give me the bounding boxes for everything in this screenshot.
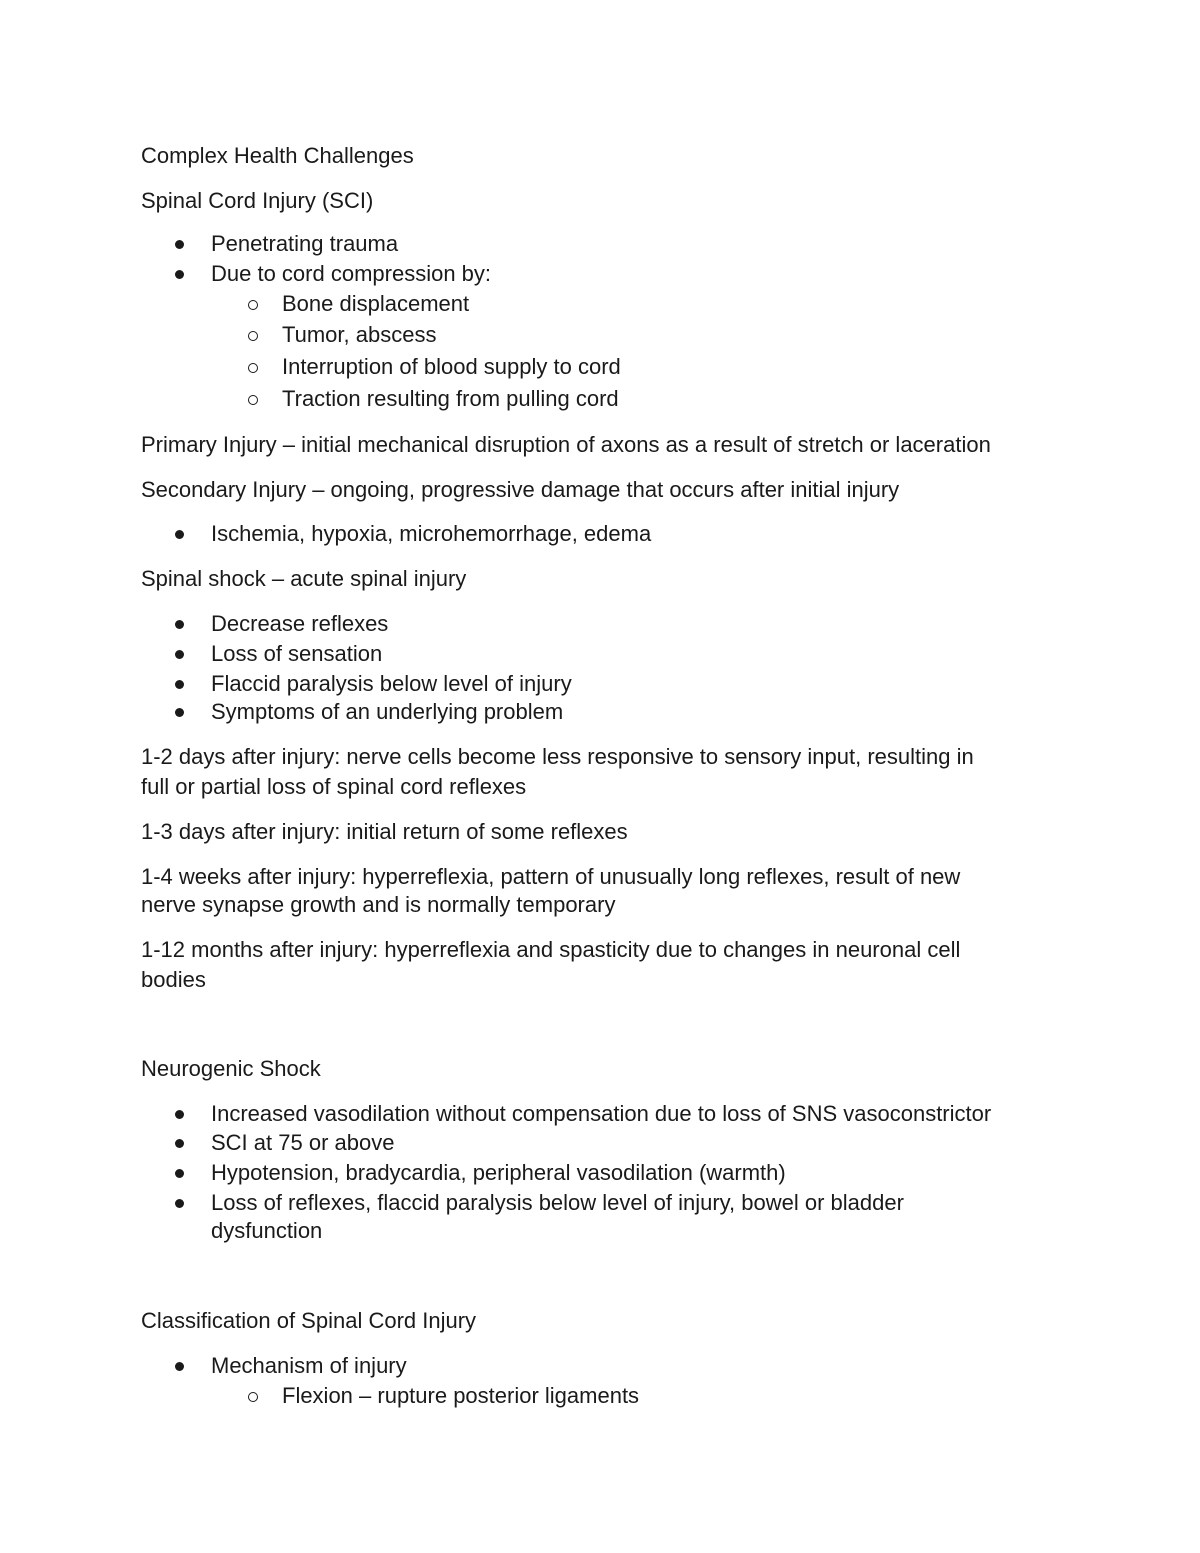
primary-injury-paragraph: Primary Injury – initial mechanical disruption of axons as a result of stretch or laceration xyxy=(141,432,991,457)
bullet-dot xyxy=(175,1169,184,1178)
sub-list-item: Bone displacement xyxy=(282,291,470,316)
bullet-dot xyxy=(175,1362,184,1371)
sub-bullet-circle xyxy=(248,331,258,341)
bullet-dot xyxy=(175,620,184,629)
list-item: Mechanism of injury xyxy=(211,1353,407,1378)
list-item: SCI at 75 or above xyxy=(211,1130,395,1155)
sub-bullet-circle xyxy=(248,395,258,405)
sub-bullet-circle xyxy=(248,1392,258,1402)
bullet-dot xyxy=(175,680,184,689)
list-item: Loss of sensation xyxy=(211,641,383,666)
neurogenic-shock-heading: Neurogenic Shock xyxy=(141,1056,321,1081)
list-item: Ischemia, hypoxia, microhemorrhage, edema xyxy=(211,521,652,546)
timeline-paragraph-1: 1-2 days after injury: nerve cells become less responsive to sensory input, resulting in xyxy=(141,744,974,769)
timeline-paragraph-2: 1-3 days after injury: initial return of some reflexes xyxy=(141,819,628,844)
bullet-dot xyxy=(175,1139,184,1148)
secondary-injury-paragraph: Secondary Injury – ongoing, progressive damage that occurs after initial injury xyxy=(141,477,900,502)
list-item: Hypotension, bradycardia, peripheral vasodilation (warmth) xyxy=(211,1160,786,1185)
bullet-dot xyxy=(175,240,184,249)
sub-list-item: Traction resulting from pulling cord xyxy=(282,386,619,411)
sub-list-item: Flexion – rupture posterior ligaments xyxy=(282,1383,640,1408)
timeline-paragraph-3-cont: nerve synapse growth and is normally temporary xyxy=(141,892,616,917)
bullet-dot xyxy=(175,270,184,279)
timeline-paragraph-1-cont: full or partial loss of spinal cord reflexes xyxy=(141,774,527,799)
sub-list-item: Interruption of blood supply to cord xyxy=(282,354,621,379)
list-item: Decrease reflexes xyxy=(211,611,389,636)
sub-bullet-circle xyxy=(248,363,258,373)
timeline-paragraph-3: 1-4 weeks after injury: hyperreflexia, pattern of unusually long reflexes, result of new xyxy=(141,864,961,889)
classification-heading: Classification of Spinal Cord Injury xyxy=(141,1308,477,1333)
bullet-dot xyxy=(175,1110,184,1119)
bullet-dot xyxy=(175,530,184,539)
spinal-shock-heading: Spinal shock – acute spinal injury xyxy=(141,566,467,591)
list-item: Due to cord compression by: xyxy=(211,261,492,286)
sci-heading: Spinal Cord Injury (SCI) xyxy=(141,188,374,213)
bullet-dot xyxy=(175,708,184,717)
list-item: Flaccid paralysis below level of injury xyxy=(211,671,572,696)
sub-bullet-circle xyxy=(248,300,258,310)
timeline-paragraph-4: 1-12 months after injury: hyperreflexia and spasticity due to changes in neuronal cell xyxy=(141,937,961,962)
bullet-dot xyxy=(175,1199,184,1208)
document-title: Complex Health Challenges xyxy=(141,143,414,168)
sub-list-item: Tumor, abscess xyxy=(282,322,437,347)
list-item: Symptoms of an underlying problem xyxy=(211,699,564,724)
list-item: Increased vasodilation without compensation due to loss of SNS vasoconstrictor xyxy=(211,1101,992,1126)
list-item: Loss of reflexes, flaccid paralysis below level of injury, bowel or bladder xyxy=(211,1190,904,1215)
list-item: Penetrating trauma xyxy=(211,231,399,256)
bullet-dot xyxy=(175,650,184,659)
timeline-paragraph-4-cont: bodies xyxy=(141,967,206,992)
list-item-cont: dysfunction xyxy=(211,1218,323,1243)
